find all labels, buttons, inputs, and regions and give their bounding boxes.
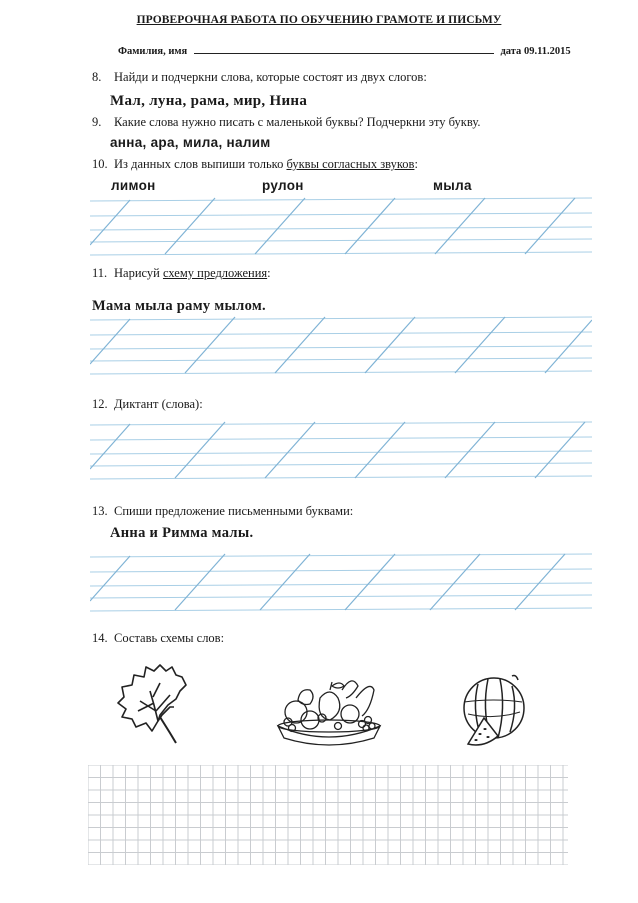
name-line — [194, 43, 494, 54]
page-title: ПРОВЕРОЧНАЯ РАБОТА ПО ОБУЧЕНИЮ ГРАМОТЕ И ПИСЬМУ — [136, 14, 502, 26]
cell-grid[interactable] — [88, 765, 568, 865]
question-text: Спиши предложение письменными буквами: — [114, 504, 354, 518]
question-10 — [92, 157, 418, 172]
q13-sentence: Анна и Римма малы. — [110, 525, 254, 541]
question-text-end: : — [414, 157, 418, 171]
writing-lines[interactable] — [90, 196, 592, 258]
question-14 — [92, 631, 224, 646]
question-number: 8. — [92, 70, 102, 84]
q11-sentence: Мама мыла раму мылом. — [92, 298, 266, 314]
question-11 — [92, 266, 271, 281]
name-label: Фамилия, имя — [118, 46, 188, 57]
watermelon-icon — [458, 674, 530, 750]
date-label: дата — [500, 46, 522, 57]
question-text: Составь схемы слов: — [114, 631, 225, 645]
name-date-row — [118, 43, 571, 57]
question-number: 14. — [92, 631, 108, 645]
q9-words: анна, ара, мила, налим — [110, 135, 271, 150]
question-text-underlined: схему предложения — [162, 266, 268, 280]
question-number: 13. — [92, 504, 108, 518]
q8-words: Мал, луна, рама, мир, Нина — [110, 93, 308, 109]
writing-lines[interactable] — [90, 552, 592, 614]
q10-word-1: лимон — [111, 178, 156, 193]
question-text: Диктант (слова): — [114, 397, 203, 411]
question-text: Из данных слов выпиши только — [114, 157, 287, 171]
question-number: 12. — [92, 397, 108, 411]
question-text: Какие слова нужно писать с маленькой буквы? Подчеркни эту букву. — [114, 115, 481, 129]
question-12 — [92, 397, 203, 412]
question-text: Найди и подчеркни слова, которые состоят из двух слогов: — [114, 70, 427, 84]
question-9 — [92, 115, 480, 130]
question-text-end: : — [267, 266, 271, 280]
question-number: 10. — [92, 157, 108, 171]
leaf-icon — [110, 655, 200, 750]
question-13 — [92, 504, 353, 519]
q10-word-2: рулон — [262, 178, 304, 193]
q10-word-3: мыла — [433, 178, 472, 193]
question-number: 9. — [92, 115, 102, 129]
fruit-bowl-icon — [270, 668, 388, 750]
date-value: 09.11.2015 — [523, 46, 571, 57]
question-8 — [92, 70, 427, 85]
question-text: Нарисуй — [114, 266, 163, 280]
question-number: 11. — [92, 266, 108, 280]
writing-lines[interactable] — [90, 420, 592, 482]
writing-lines[interactable] — [90, 315, 592, 377]
question-text-underlined: буквы согласных звуков — [286, 157, 415, 171]
